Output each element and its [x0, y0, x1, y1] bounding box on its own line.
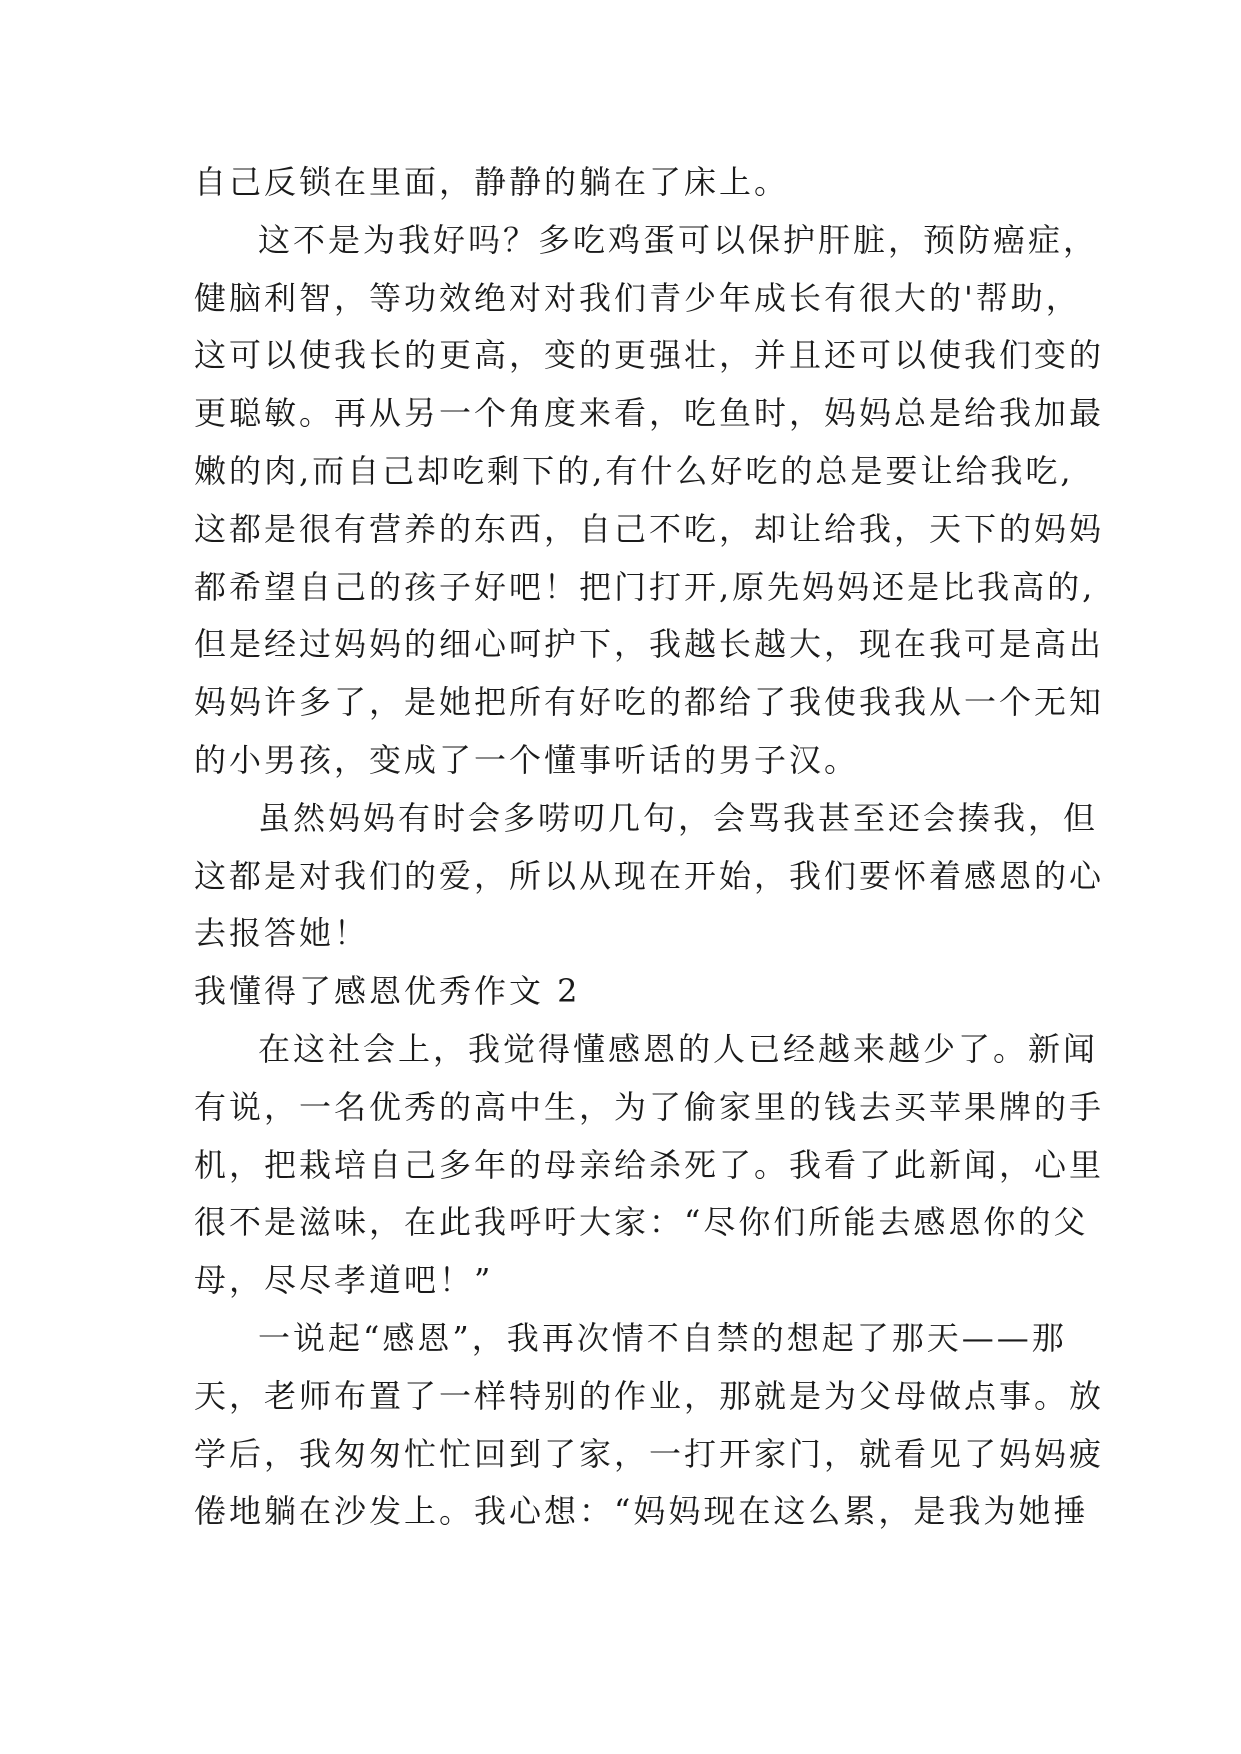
section-heading: [194, 963, 1060, 1021]
paragraph: [194, 212, 1105, 790]
text-line: 虽然妈妈有时会多唠叨几句，会骂我甚至还会揍我，但: [258, 798, 1099, 837]
heading-text: 我懂得了感恩优秀作文 2: [194, 972, 581, 1011]
text-line: 嫩的肉,而自己却吃剩下的,有什么好吃的总是要让给我吃,: [194, 451, 1074, 490]
text-line: 自己反锁在里面，静静的躺在了床上。: [194, 163, 790, 201]
text-line: 去报答她！: [194, 914, 370, 953]
text-line: 健脑利智，等功效绝对对我们青少年成长有很大的'帮助，: [194, 278, 1081, 317]
text-line: 一说起“感恩”，我再次情不自禁的想起了那天——那: [258, 1318, 1067, 1357]
text-line: 倦地躺在沙发上。我心想：“妈妈现在这么累，是我为她捶: [194, 1492, 1089, 1531]
text-line: 在这社会上，我觉得懂感恩的人已经越来越少了。新闻: [258, 1029, 1099, 1068]
text-line: 这可以使我长的更高，变的更强壮，并且还可以使我们变的: [194, 336, 1105, 375]
text-line: 母，尽尽孝道吧！”: [194, 1261, 494, 1300]
text-line: 机，把栽培自己多年的母亲给杀死了。我看了此新闻，心里: [194, 1145, 1105, 1184]
paragraph: [194, 154, 1060, 212]
text-line: 更聪敏。再从另一个角度来看，吃鱼时，妈妈总是给我加最: [194, 394, 1105, 433]
text-line: 这都是很有营养的东西，自己不吃，却让给我，天下的妈妈: [194, 509, 1105, 548]
document-body: [194, 154, 1105, 1541]
text-line: 这都是对我们的爱，所以从现在开始，我们要怀着感恩的心: [194, 856, 1105, 895]
paragraph: [194, 790, 1105, 963]
text-line: 妈妈许多了，是她把所有好吃的都给了我使我我从一个无知: [194, 683, 1105, 722]
text-line: 天，老师布置了一样特别的作业，那就是为父母做点事。放: [194, 1376, 1105, 1415]
text-line: 很不是滋味，在此我呼吁大家：“尽你们所能去感恩你的父: [194, 1203, 1089, 1242]
text-line: 的小男孩，变成了一个懂事听话的男子汉。: [194, 740, 860, 779]
text-line: 这不是为我好吗？多吃鸡蛋可以保护肝脏，预防癌症，: [258, 220, 1099, 259]
text-line: 都希望自己的孩子好吧！把门打开,原先妈妈还是比我高的,: [194, 567, 1096, 606]
paragraph: [194, 1021, 1105, 1310]
paragraph: [194, 1310, 1105, 1541]
text-line: 但是经过妈妈的细心呵护下，我越长越大，现在我可是高出: [194, 625, 1105, 664]
text-line: 有说，一名优秀的高中生，为了偷家里的钱去买苹果牌的手: [194, 1087, 1105, 1126]
text-line: 学后，我匆匆忙忙回到了家，一打开家门，就看见了妈妈疲: [194, 1434, 1105, 1473]
